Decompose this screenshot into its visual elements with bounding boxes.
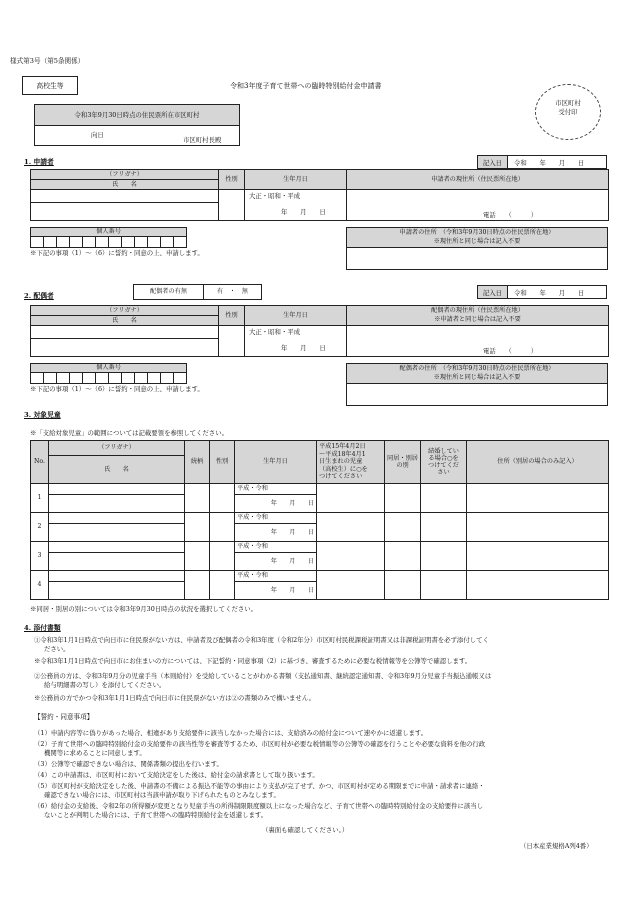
- s3-note: ※「支給対象児童」の範囲については記載要領を参照してください。: [30, 429, 228, 437]
- s1-address-header: 申請者の現住所（住民票所在地）: [347, 170, 609, 190]
- child-address-input[interactable]: [467, 571, 609, 600]
- residence-box: [34, 104, 240, 146]
- s3-footnote: ※同居・別居の別については令和3年9月30日時点の状況を選択してください。: [30, 605, 258, 613]
- child-furigana-input[interactable]: [49, 513, 185, 524]
- s2-mn-d8[interactable]: [122, 373, 135, 384]
- child-hs-input[interactable]: [317, 571, 385, 600]
- s2-mn-d10[interactable]: [148, 373, 161, 384]
- s2-addr2-header: [347, 364, 608, 384]
- category-box: 高校生等: [22, 76, 78, 95]
- s1-gender-input[interactable]: [219, 190, 245, 221]
- col-hs-3: 日生まれの児童: [319, 458, 363, 466]
- s2-entry-date-label: 記入日: [477, 285, 508, 299]
- residence-title: 令和3年9月30日時点の住民票所在市区町村: [35, 105, 239, 126]
- child-relation-input[interactable]: [185, 484, 210, 513]
- s2-address-title: 配偶者の現住所（住民票所在地）: [431, 307, 524, 315]
- s1-gender-header: 性別: [219, 170, 245, 190]
- s2-furigana-input[interactable]: [31, 326, 219, 339]
- pledge-2a: （2）子育て世帯への臨時特別給付金の支給要件の該当性等を審査等するため、市区町村が必要な税情報等の公簿等の確認を行うことや必要な資料を他の行政: [34, 740, 486, 748]
- child-address-input[interactable]: [467, 513, 609, 542]
- child-name-input[interactable]: [49, 582, 185, 600]
- s1-mn-d10[interactable]: [148, 237, 161, 248]
- s1-mn-d7[interactable]: [109, 237, 122, 248]
- s2-name-header: 氏 名: [31, 316, 219, 326]
- s2-mn-d2[interactable]: [44, 373, 57, 384]
- col-hs-5: つけてください: [319, 473, 363, 481]
- child-gender-input[interactable]: [210, 513, 235, 542]
- col-name: 氏 名: [49, 456, 185, 484]
- child-gender-input[interactable]: [210, 484, 235, 513]
- col-highschool: [317, 441, 385, 484]
- spouse-presence-table: [133, 284, 262, 300]
- section3-heading: 3. 対象児童: [24, 411, 61, 419]
- s2-addr2-note: ※現住所と同じ場合は記入不要: [433, 373, 521, 381]
- pledge-2b: 機関等に求めることに同意します。: [44, 749, 146, 757]
- s1-name-header: 氏 名: [31, 180, 219, 190]
- child-era: 平成・令和: [235, 484, 317, 495]
- s4-p3a: ②公務員の方は、令和3年9月分の児童手当（本則給付）を受給していることがわかる書類（支払通知書、継続認定通知書、令和3年9月分児童手当振込通帳又は: [34, 672, 492, 680]
- s1-mn-d12[interactable]: [174, 237, 187, 248]
- child-gender-input[interactable]: [210, 542, 235, 571]
- s2-name-input[interactable]: [31, 339, 219, 357]
- pledges-heading: 【誓約・同意事項】: [34, 713, 94, 721]
- footer-back-note: （裏面も確認してください。）: [262, 826, 349, 834]
- s2-mn-d7[interactable]: [109, 373, 122, 384]
- s1-furigana-input[interactable]: [31, 190, 219, 203]
- s2-mn-d11[interactable]: [161, 373, 174, 384]
- s1-mn-d11[interactable]: [161, 237, 174, 248]
- child-married-input[interactable]: [421, 571, 467, 600]
- residence-to: 向日: [91, 131, 104, 139]
- child-row-no: 1: [31, 484, 49, 513]
- pledge-3: （3）公簿等で確認できない場合は、関係書類の提出を行います。: [34, 760, 223, 768]
- s1-mn-d9[interactable]: [135, 237, 148, 248]
- col-birth: 生年月日: [235, 441, 317, 484]
- child-cohab-input[interactable]: [385, 484, 421, 513]
- pledge-5b: 確認できない場合には、市区町村は当該申請が取り下げられたものとみなします。: [44, 791, 280, 799]
- child-relation-input[interactable]: [185, 513, 210, 542]
- applicant-table: [30, 169, 609, 221]
- s2-ymd: 年 月 日: [281, 344, 326, 352]
- s4-p3b: 給与明細書の写し）を添付してください。: [44, 681, 166, 689]
- col-address: 住所（別居の場合のみ記入）: [467, 441, 609, 484]
- child-relation-input[interactable]: [185, 542, 210, 571]
- col-hs-4: （高校生）に○を: [319, 465, 368, 473]
- child-ymd: 年 月 日: [235, 582, 317, 600]
- s1-addr2-input[interactable]: [347, 248, 608, 270]
- s2-addr2-input[interactable]: [347, 384, 608, 406]
- child-furigana-input[interactable]: [49, 542, 185, 553]
- child-row-no: 3: [31, 542, 49, 571]
- stamp-line2: 受付印: [558, 108, 578, 117]
- s2-mn-d5[interactable]: [83, 373, 96, 384]
- s1-mn-d6[interactable]: [96, 237, 109, 248]
- s2-mn-d9[interactable]: [135, 373, 148, 384]
- child-married-input[interactable]: [421, 542, 467, 571]
- s4-p2: ※令和3年1月1日時点で向日市にお住まいの方については、下記誓約・同意事項（2）に基づき、審査するために必要な税情報等を公簿等で確認します。: [34, 657, 472, 665]
- child-era: 平成・令和: [235, 571, 317, 582]
- s2-mn-d12[interactable]: [174, 373, 187, 384]
- s1-mn-d4[interactable]: [70, 237, 83, 248]
- s1-pledge: ※下記の事項（1）〜（6）に誓約・同意の上、申請します。: [30, 249, 204, 257]
- s2-pledge: ※下記の事項（1）〜（6）に誓約・同意の上、申請します。: [30, 385, 204, 393]
- s2-mn-d6[interactable]: [96, 373, 109, 384]
- s2-entry-date[interactable]: 令和 年 月 日: [507, 285, 607, 299]
- col-mar-2: る場合○を: [428, 454, 459, 462]
- s1-addr2-table: [346, 227, 608, 270]
- s1-birth-header: 生年月日: [245, 170, 347, 190]
- child-ymd: 年 月 日: [235, 495, 317, 513]
- child-hs-input[interactable]: [317, 542, 385, 571]
- s2-mn-d4[interactable]: [70, 373, 83, 384]
- reception-stamp: [535, 84, 601, 140]
- col-gender: 性別: [210, 441, 235, 484]
- child-relation-input[interactable]: [185, 571, 210, 600]
- s1-entry-date[interactable]: 令和 年 月 日: [507, 155, 607, 169]
- s2-mynumber-label: 個人番号: [31, 364, 187, 373]
- col-hs-1: 平成15年4月2日: [319, 443, 366, 451]
- spouse-presence-label: 配偶者の有無: [134, 285, 204, 300]
- s1-mn-d5[interactable]: [83, 237, 96, 248]
- s2-gender-input[interactable]: [219, 326, 245, 357]
- pledge-4: （4）この申請書は、市区町村において支給決定をした後は、給付金の請求書として取り扱います。: [34, 771, 319, 779]
- s1-mynumber-label: 個人番号: [31, 228, 187, 237]
- s1-furigana: （フリガナ）: [31, 170, 219, 180]
- pledge-1: （1）申請内容等に偽りがあった場合、相違があり支給要件に該当しなかった場合には、支給済みの給付金について速やかに返還します。: [34, 729, 428, 737]
- col-mar-3: つけてくだ: [428, 462, 459, 469]
- s2-addr2-table: [346, 363, 608, 406]
- col-mar-4: さい: [437, 469, 450, 477]
- s1-ymd: 年 月 日: [281, 208, 326, 216]
- child-hs-input[interactable]: [317, 513, 385, 542]
- s2-address-input[interactable]: [347, 326, 609, 357]
- child-furigana-input[interactable]: [49, 571, 185, 582]
- s1-address-input[interactable]: [347, 190, 609, 221]
- s1-addr2-header: [347, 228, 608, 248]
- col-hs-2: 〜平成18年4月1: [319, 450, 366, 458]
- col-mar-1: 結婚してい: [428, 447, 459, 455]
- s1-birth-input[interactable]: [245, 190, 347, 221]
- child-married-input[interactable]: [421, 513, 467, 542]
- child-era: 平成・令和: [235, 542, 317, 553]
- col-cohab-1: 同居・別居: [387, 454, 418, 462]
- s1-name-input[interactable]: [31, 203, 219, 221]
- s4-p1b: ださい。: [44, 645, 70, 653]
- children-table: [30, 440, 609, 600]
- child-ymd: 年 月 日: [235, 524, 317, 542]
- s1-mn-d2[interactable]: [44, 237, 57, 248]
- s1-mn-d8[interactable]: [122, 237, 135, 248]
- col-married: [421, 441, 467, 484]
- pledge-6b: ないことが判明した場合には、子育て世帯への臨時特別給付金を返還します。: [44, 811, 268, 819]
- child-era: 平成・令和: [235, 513, 317, 524]
- s2-address-note: ※申請者と同じ場合は記入不要: [434, 315, 521, 323]
- s4-p1a: ①令和3年1月1日時点で向日市に住民票がない方は、申請者及び配偶者の令和3年度（令和2年分）市区町村民税課税証明書又は非課税証明書を必ず添付してく: [34, 636, 489, 644]
- form-title: 令和3年度子育て世帯への臨時特別給付金申請書: [230, 82, 382, 90]
- child-row-no: 2: [31, 513, 49, 542]
- s2-mynumber-table: [30, 363, 187, 384]
- section1-heading: 1. 申請者: [24, 158, 54, 166]
- child-address-input[interactable]: [467, 542, 609, 571]
- s1-phone: 電話 （ ）: [483, 211, 538, 219]
- child-hs-input[interactable]: [317, 484, 385, 513]
- s1-addr2-title: 申請者の住所 （令和3年9月30日時点の住民票所在地）: [399, 229, 555, 237]
- pledge-6a: （6）給付金の支給後、令和2年の所得額が変更となり児童手当の所得制限限度額以上になった場合など、子育て世帯への臨時特別給付金の支給要件に該当し: [34, 802, 484, 810]
- s4-p4: ※公務員の方でかつ令和3年1月1日時点で向日市に住民票がない方は②の書類のみで構いません。: [34, 694, 315, 702]
- col-furigana: （フリガナ）: [49, 441, 185, 456]
- child-gender-input[interactable]: [210, 571, 235, 600]
- child-married-input[interactable]: [421, 484, 467, 513]
- s1-era: 大正・昭和・平成: [249, 192, 301, 200]
- s1-entry-date-label: 記入日: [477, 155, 508, 169]
- child-name-input[interactable]: [49, 495, 185, 513]
- section4-heading: 4. 添付書類: [24, 624, 61, 632]
- child-cohab-input[interactable]: [385, 542, 421, 571]
- s2-birth-header: 生年月日: [245, 306, 347, 326]
- s2-mn-d3[interactable]: [57, 373, 70, 384]
- footer-spec: （日本産業規格A列4番）: [520, 842, 593, 850]
- spouse-presence-value[interactable]: 有 ・ 無: [204, 285, 262, 300]
- s2-mn-d1[interactable]: [31, 373, 44, 384]
- residence-mayor: 市区町村長殿: [183, 136, 222, 144]
- child-cohab-input[interactable]: [385, 513, 421, 542]
- col-cohab-2: の別: [396, 462, 409, 469]
- s2-phone: 電話 （ ）: [483, 347, 538, 355]
- s1-addr2-note: ※現住所と同じ場合は記入不要: [433, 237, 521, 245]
- child-row-no: 4: [31, 571, 49, 600]
- s1-mn-d1[interactable]: [31, 237, 44, 248]
- s2-era: 大正・昭和・平成: [249, 328, 301, 336]
- s2-address-header: [347, 306, 609, 326]
- s2-birth-input[interactable]: [245, 326, 347, 357]
- spouse-table: [30, 305, 609, 357]
- child-address-input[interactable]: [467, 484, 609, 513]
- child-name-input[interactable]: [49, 553, 185, 571]
- s2-addr2-title: 配偶者の住所 （令和3年9月30日時点の住民票所在地）: [399, 365, 555, 373]
- s1-mynumber-table: [30, 227, 187, 248]
- s2-furigana: （フリガナ）: [31, 306, 219, 316]
- s1-mn-d3[interactable]: [57, 237, 70, 248]
- child-furigana-input[interactable]: [49, 484, 185, 495]
- section2-heading: 2. 配偶者: [24, 292, 54, 300]
- child-cohab-input[interactable]: [385, 571, 421, 600]
- stamp-line1: 市区町村: [555, 99, 581, 107]
- child-ymd: 年 月 日: [235, 553, 317, 571]
- col-cohabit: [385, 441, 421, 484]
- child-name-input[interactable]: [49, 524, 185, 542]
- s2-gender-header: 性別: [219, 306, 245, 326]
- form-number: 様式第3号（第5条関係）: [10, 57, 85, 65]
- pledge-5a: （5）市区町村が支給決定をした後、申請書の不備による振込不能等の事由により支払が完了せず、かつ、市区町村が定める期限までに申請・請求者に連絡・: [34, 782, 485, 790]
- col-no: No.: [31, 441, 49, 484]
- col-relation: 続柄: [185, 441, 210, 484]
